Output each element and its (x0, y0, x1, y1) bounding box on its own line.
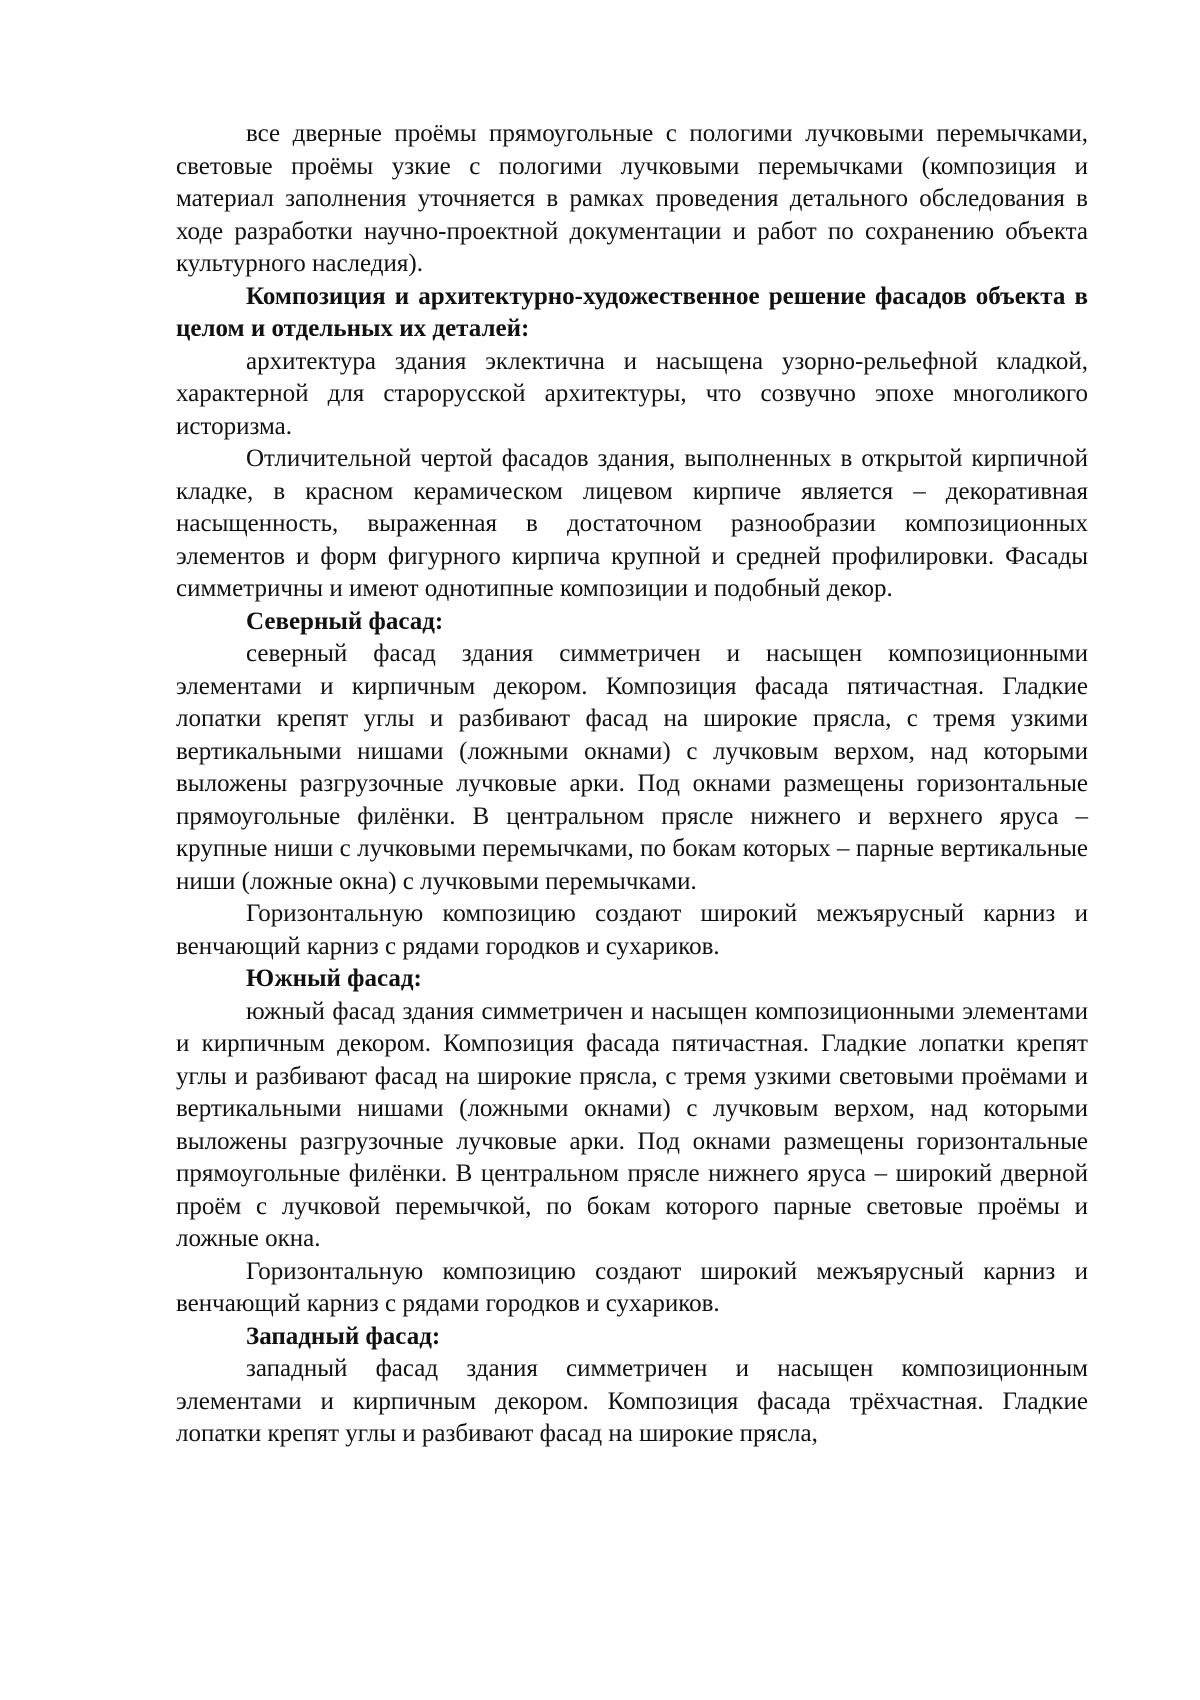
paragraph-distinctive-feature: Отличительной чертой фасадов здания, выполненных в открытой кирпичной кладке, в красном керамическом лицевом кирпиче является – декоративная насыщенность, выраженная в достаточном разнообразии композиционных элементов и форм фигурного кирпича крупной и средней профилировки. Фасады симметричны и имеют однотипные композиции и подобный декор. (176, 445, 1088, 602)
heading-south-facade: Южный фасад: (246, 965, 422, 992)
paragraph-south-facade: южный фасад здания симметричен и насыщен композиционными элементами и кирпичным декором. Композиция фасада пятичастная. Гладкие лопатки крепят углы и разбивают фасад на широкие прясла, с тремя узкими световыми проёмами и вертикальными нишами (ложными окнами) с лучковым верхом, над которыми выложены разгрузочные лучковые арки. Под окнами размещены горизонтальные прямоугольные филёнки. В центральном прясле нижнего яруса – широкий дверной проём с лучковой перемычкой, по бокам которого парные световые проёмы и ложные окна. (176, 997, 1088, 1252)
heading-composition: Композиция и архитектурно-художественное решение фасадов объекта в целом и отдельных их деталей: (176, 282, 1088, 342)
paragraph-west-facade: западный фасад здания симметричен и насыщен композиционным элементами и кирпичным декором. Композиция фасада трёхчастная. Гладкие лопатки крепят углы и разбивают фасад на широкие прясла, (176, 1355, 1088, 1447)
paragraph-south-horizontal: Горизонтальную композицию создают широкий межъярусный карниз и венчающий карниз с рядами городков и сухариков. (176, 1257, 1088, 1317)
paragraph-architecture: архитектура здания эклектична и насыщена узорно-рельефной кладкой, характерной для старорусской архитектуры, что созвучно эпохе многоликого историзма. (176, 347, 1088, 440)
paragraph-north-facade: северный фасад здания симметричен и насыщен композиционными элементами и кирпичным декором. Композиция фасада пятичастная. Гладкие лопатки крепят углы и разбивают фасад на широкие прясла, с тремя узкими вертикальными нишами (ложными окнами) с лучковым верхом, над которыми выложены разгрузочные лучковые арки. Под окнами размещены горизонтальные прямоугольные филёнки. В центральном прясле нижнего и верхнего яруса – крупные ниши с лучковыми перемычками, по бокам которых – парные вертикальные ниши (ложные окна) с лучковыми перемычками. (176, 640, 1088, 895)
paragraph-north-horizontal: Горизонтальную композицию создают широкий межъярусный карниз и венчающий карниз с рядами городков и сухариков. (176, 900, 1088, 960)
document-page (176, 118, 1088, 1451)
heading-west-facade: Западный фасад: (246, 1322, 441, 1350)
paragraph-openings: все дверные проёмы прямоугольные с пологими лучковыми перемычками, световые проёмы узкие с пологими лучковыми перемычками (композиция и материал заполнения уточняется в рамках проведения детального обследования в ходе разработки научно-проектной документации и работ по сохранению объекта культурного наследия). (176, 120, 1088, 277)
heading-north-facade: Северный фасад: (246, 607, 444, 635)
